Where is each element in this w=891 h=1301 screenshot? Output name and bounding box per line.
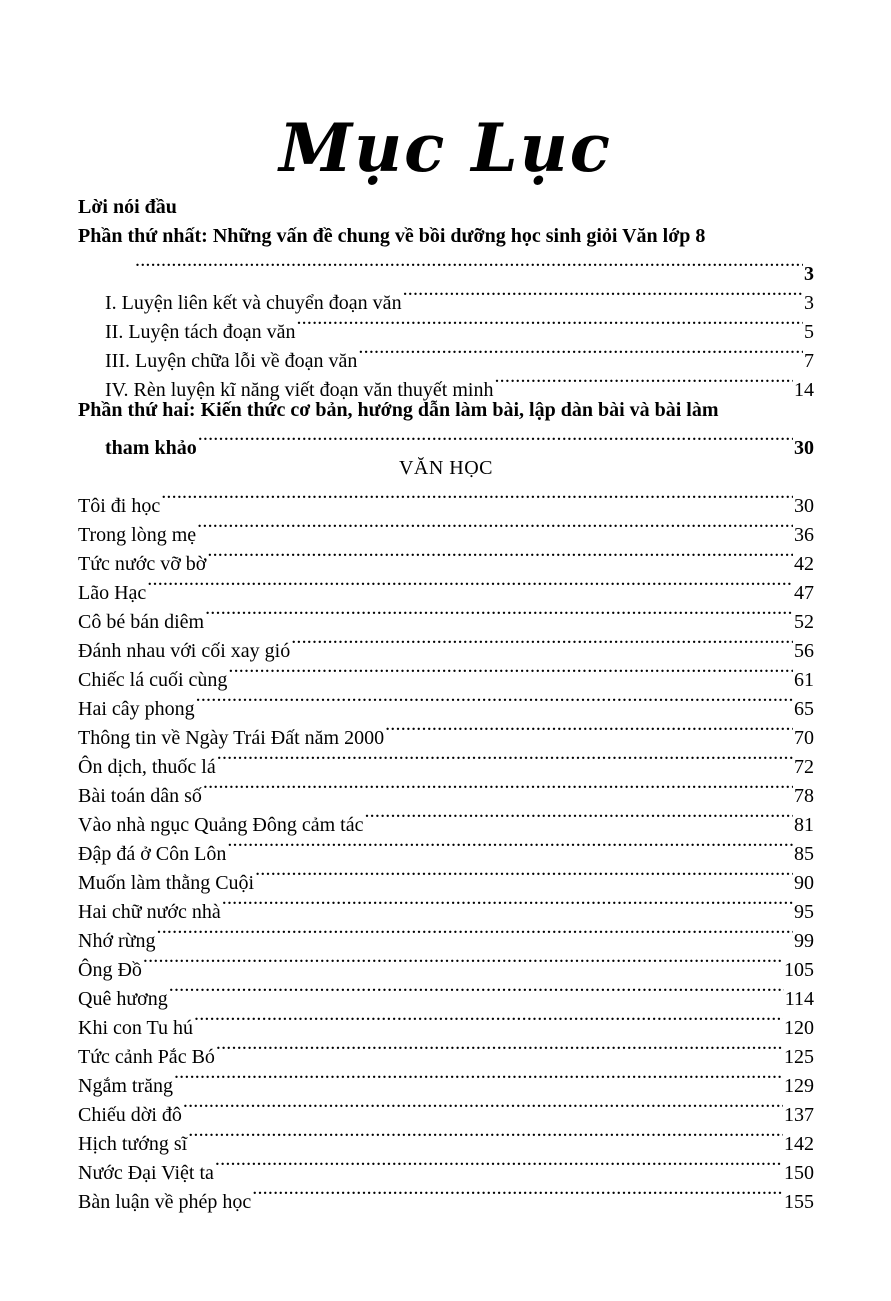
toc-part-one-page-line <box>78 251 814 285</box>
toc-entry-page: 125 <box>784 1046 814 1068</box>
toc-entry-page: 61 <box>794 669 814 691</box>
dot-leader <box>147 570 793 599</box>
dot-leader <box>385 715 793 744</box>
toc-entry-label: Nhớ rừng <box>78 930 156 952</box>
toc-entry-page: 65 <box>794 698 814 720</box>
toc-entry-label: Ngắm trăng <box>78 1075 173 1097</box>
toc-entry-page: 129 <box>784 1075 814 1097</box>
dot-leader <box>157 918 793 947</box>
toc-entry-label: Hai chữ nước nhà <box>78 901 221 923</box>
dot-leader <box>291 628 793 657</box>
dot-leader <box>207 541 793 570</box>
toc-entry-label: Tôi đi học <box>78 495 161 517</box>
toc-entry[interactable] <box>78 1092 814 1126</box>
toc-entry-label: Đập đá ở Côn Lôn <box>78 843 227 865</box>
dot-leader <box>364 802 793 831</box>
toc-part-two-label-cont: tham khảo <box>105 437 197 459</box>
toc-entry[interactable] <box>78 1063 814 1097</box>
toc-entry[interactable] <box>78 1005 814 1039</box>
toc-entry-label: Tức cảnh Pắc Bó <box>78 1046 215 1068</box>
toc-entry-label: Bàn luận về phép học <box>78 1191 252 1213</box>
toc-entry-label: Thông tin về Ngày Trái Đất năm 2000 <box>78 727 385 749</box>
toc-entry-page: 7 <box>804 350 814 372</box>
toc-entry-page: 52 <box>794 611 814 633</box>
table-of-contents <box>78 193 814 1213</box>
page-title: Mục Lục <box>279 109 612 187</box>
toc-entry-page: 3 <box>804 292 814 314</box>
toc-part-one-label: Phần thứ nhất: Những vấn đề chung về bồi dưỡng học sinh giỏi Văn lớp 8 <box>78 225 706 247</box>
toc-preface <box>78 193 814 222</box>
toc-entry-label: Vào nhà ngục Quảng Đông cảm tác <box>78 814 364 836</box>
dot-leader <box>205 599 793 628</box>
toc-entry[interactable] <box>78 512 814 546</box>
toc-entry-page: 42 <box>794 553 814 575</box>
toc-entry-page: 14 <box>794 379 814 401</box>
dot-leader <box>198 425 793 454</box>
dot-leader <box>143 947 783 976</box>
toc-entry-label: I. Luyện liên kết và chuyển đoạn văn <box>105 292 402 314</box>
toc-entry-page: 30 <box>794 495 814 517</box>
toc-entry-label: Ông Đồ <box>78 959 142 981</box>
toc-entry-page: 36 <box>794 524 814 546</box>
toc-entry-page: 47 <box>794 582 814 604</box>
toc-entry-label: Ôn dịch, thuốc lá <box>78 756 216 778</box>
toc-entry-page: 85 <box>794 843 814 865</box>
dot-leader <box>194 1005 783 1034</box>
dot-leader <box>252 1179 783 1208</box>
toc-entry[interactable] <box>78 280 814 314</box>
toc-entry-page: 95 <box>794 901 814 923</box>
dot-leader <box>161 483 793 512</box>
toc-entry[interactable] <box>78 976 814 1010</box>
dot-leader <box>255 860 793 889</box>
dot-leader <box>203 773 793 802</box>
toc-entry-label: Đánh nhau với cối xay gió <box>78 640 291 662</box>
toc-part-one-title <box>78 222 814 251</box>
toc-entry-page: 142 <box>784 1133 814 1155</box>
toc-entry-label: Chiếc lá cuối cùng <box>78 669 228 691</box>
dot-leader <box>358 338 803 367</box>
toc-entry-page: 78 <box>794 785 814 807</box>
dot-leader <box>196 686 793 715</box>
toc-entry[interactable] <box>78 1121 814 1155</box>
toc-entries-list <box>78 483 814 1213</box>
toc-entry-page: 56 <box>794 640 814 662</box>
section-heading-label: VĂN HỌC <box>398 457 494 479</box>
toc-entry-page: 137 <box>784 1104 814 1126</box>
toc-part-two-label: Phần thứ hai: Kiến thức cơ bản, hướng dẫn làm bài, lập dàn bài và bài làm <box>78 399 719 421</box>
toc-entry-page: 90 <box>794 872 814 894</box>
toc-part-two-page: 30 <box>794 437 814 459</box>
dot-leader <box>215 1150 783 1179</box>
toc-entry-page: 105 <box>784 959 814 981</box>
toc-entry[interactable] <box>78 1150 814 1184</box>
toc-entry-label: Quê hương <box>78 988 168 1010</box>
dot-leader <box>296 309 803 338</box>
toc-entry-label: Bài toán dân số <box>78 785 202 807</box>
dot-leader <box>183 1092 783 1121</box>
toc-entry-page: 72 <box>794 756 814 778</box>
toc-entry-label: Tức nước vỡ bờ <box>78 553 207 575</box>
dot-leader <box>217 744 793 773</box>
toc-entry[interactable] <box>78 483 814 517</box>
toc-entry-label: Nước Đại Việt ta <box>78 1162 214 1184</box>
dot-leader <box>169 976 784 1005</box>
toc-entry-label: Muốn làm thằng Cuội <box>78 872 255 894</box>
toc-entry-label: II. Luyện tách đoạn văn <box>105 321 296 343</box>
dot-leader <box>197 512 793 541</box>
toc-entry-label: III. Luyện chữa lỗi về đoạn văn <box>105 350 358 372</box>
toc-entry-label: Hai cây phong <box>78 698 195 720</box>
toc-entry[interactable] <box>78 947 814 981</box>
toc-entry[interactable] <box>78 599 814 633</box>
toc-entry-label: Hịch tướng sĩ <box>78 1133 188 1155</box>
toc-entry[interactable] <box>78 918 814 952</box>
dot-leader <box>135 251 803 280</box>
dot-leader <box>403 280 803 309</box>
toc-entry-page: 120 <box>784 1017 814 1039</box>
toc-entry-page: 150 <box>784 1162 814 1184</box>
toc-part-one-page: 3 <box>804 263 814 285</box>
toc-entry-page: 99 <box>794 930 814 952</box>
dot-leader <box>227 831 793 860</box>
dot-leader <box>222 889 793 918</box>
toc-entry-label: Trong lòng mẹ <box>78 524 197 546</box>
toc-entry-page: 70 <box>794 727 814 749</box>
toc-entry-page: 81 <box>794 814 814 836</box>
dot-leader <box>188 1121 783 1150</box>
dot-leader <box>174 1063 783 1092</box>
toc-entry-page: 5 <box>804 321 814 343</box>
toc-entry-label: Chiếu dời đô <box>78 1104 182 1126</box>
toc-entry-label: IV. Rèn luyện kĩ năng viết đoạn văn thuyết minh <box>105 379 494 401</box>
dot-leader <box>494 367 793 396</box>
toc-entry-page: 155 <box>784 1191 814 1213</box>
dot-leader <box>228 657 793 686</box>
toc-entry-label: Cô bé bán diêm <box>78 611 205 633</box>
toc-entry-label: Khi con Tu hú <box>78 1017 194 1039</box>
toc-preface-label: Lời nói đầu <box>78 196 177 218</box>
dot-leader <box>216 1034 783 1063</box>
toc-entry-label: Lão Hạc <box>78 582 147 604</box>
toc-entry-page: 114 <box>784 988 814 1010</box>
toc-part-two-title <box>78 396 814 425</box>
toc-part-two-page-line[interactable] <box>78 425 814 459</box>
toc-entry[interactable] <box>78 570 814 604</box>
